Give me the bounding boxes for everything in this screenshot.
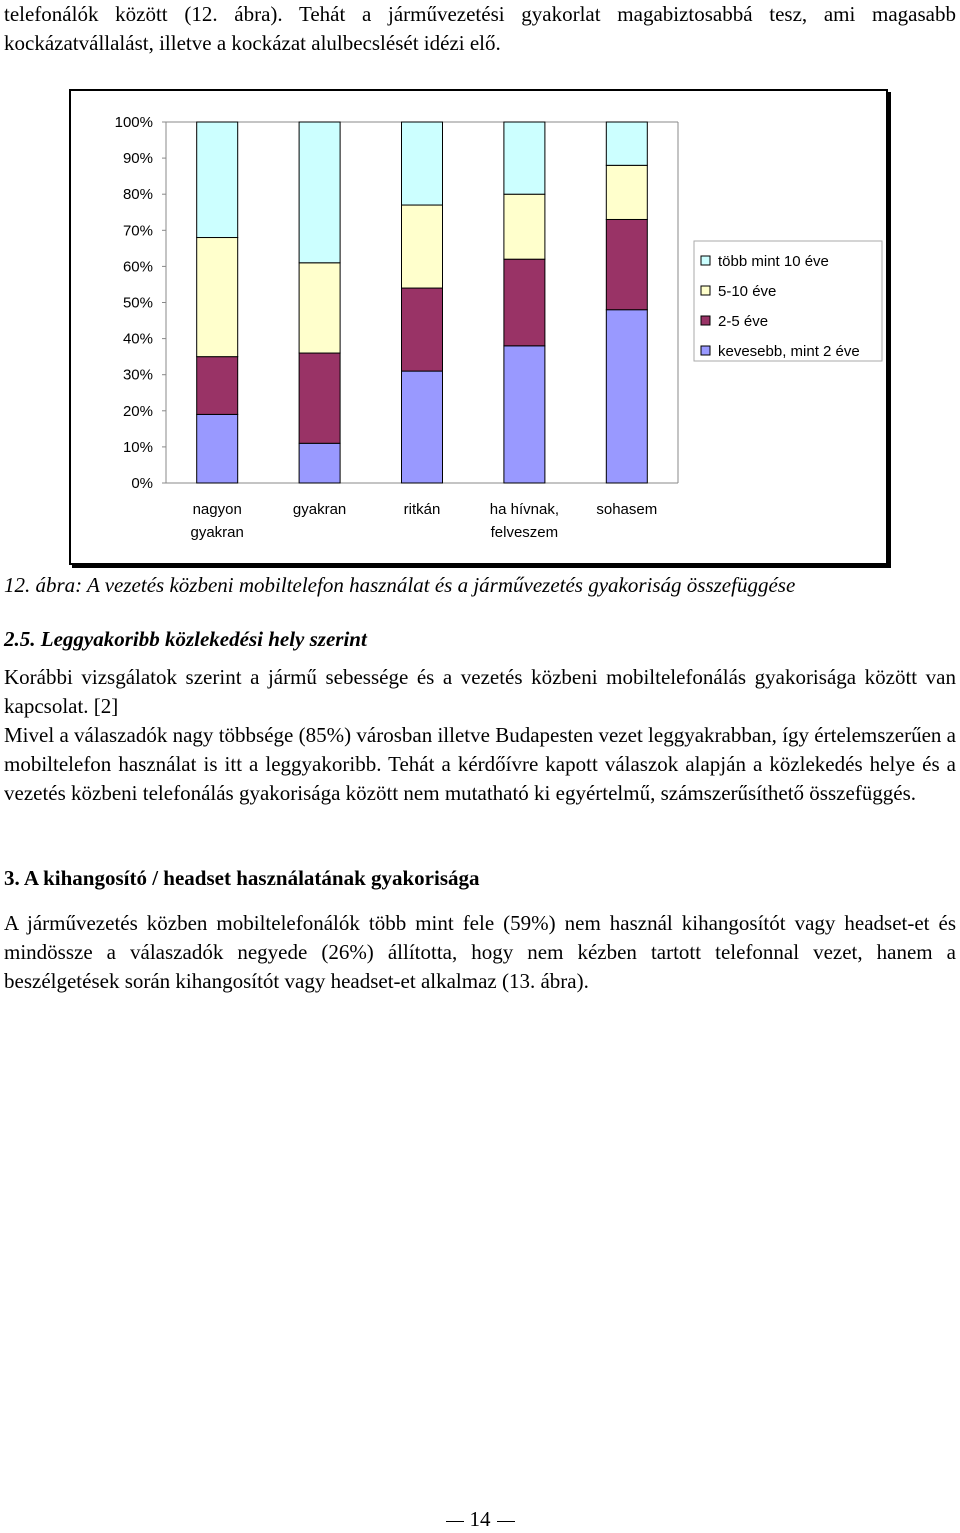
bar-segment [504,122,545,194]
y-tick-label: 0% [131,475,153,492]
section-2-5-paragraph-1: Korábbi vizsgálatok szerint a jármű sebessége és a vezetés közbeni mobiltelefonálás gyakorisága között van kapcsolat. [2] [4,665,956,718]
y-tick-label: 60% [122,258,153,276]
legend-swatch [701,286,710,295]
bar-segment [299,353,340,443]
bar-segment [504,346,545,483]
bar-segment [197,357,238,415]
x-category-label: sohasem [596,501,658,518]
bar-segment [402,371,443,483]
x-category-label: ha hívnak, [489,501,560,518]
bar-segment [299,443,340,483]
legend-label: kevesebb, mint 2 éve [718,343,860,360]
bar-segment [606,165,647,219]
bar-segment [299,122,340,263]
section-2-5-paragraph-2: Mivel a válaszadók nagy többsége (85%) városban illetve Budapesten vezet leggyakrabban, így értelemszerűen a mobiltelefon használat is itt a leggyakoribb. Tehát a kérdőívre kapott válaszok alapján a közlekedés helye és a vezetés közbeni telefonálás gyakorisága között nem mutatható ki egyértelmű, számszerűsíthető összefüggés. [4,723,956,805]
section-3-paragraph-1: A járművezetés közben mobiltelefonálók több mint fele (59%) nem használ kihangosítót vagy headset-et és mindössze a válaszadók negyede (26%) állította, hogy nem kézben tartott telefonnal vezet, hanem a beszélgetések során kihangosítót vagy headset-et alkalmaz (13. ábra). [4,911,956,993]
x-category-label: ritkán [403,501,441,518]
bar-segment [504,194,545,259]
bar-segment [606,219,647,309]
y-tick-label: 100% [114,114,153,131]
legend-swatch [701,256,710,265]
x-category-label: gyakran [292,501,347,518]
legend-label: 2-5 éve [718,313,769,330]
page-number-value: 14 [469,1507,491,1531]
intro-paragraph: telefonálók között (12. ábra). Tehát a járművezetési gyakorlat magabiztosabbá tesz, ami magasabb kockázatvállalást, illetve a kockázat alulbecslését idézi elő. [4,2,956,55]
x-category-label: nagyon [192,501,242,518]
legend-label: több mint 10 éve [718,253,829,270]
bar-segment [402,122,443,205]
bar-segment [197,122,238,238]
figure-caption: 12. ábra: A vezetés közbeni mobiltelefon használat és a járművezetés gyakoriság összefüggése [4,573,796,597]
bar-segment [299,263,340,353]
x-category-label: felveszem [490,524,559,541]
y-tick-label: 70% [122,222,153,240]
page-number [0,1507,960,1532]
legend-label: 5-10 éve [718,283,777,300]
legend-swatch [701,346,710,355]
y-tick-label: 80% [122,186,153,204]
page-number-dash-right [497,1521,515,1522]
page-number-dash-left [446,1521,464,1522]
bar-segment [197,414,238,483]
y-tick-label: 40% [122,330,153,348]
bar-segment [402,205,443,288]
bar-segment [606,310,647,483]
y-tick-label: 50% [122,294,153,312]
y-tick-label: 20% [122,402,153,420]
legend-swatch [701,316,710,325]
bar-segment [504,259,545,346]
bar-segment [606,122,647,165]
y-tick-label: 90% [122,150,153,168]
bar-segment [197,238,238,357]
stacked-bar-chart [71,91,886,563]
y-tick-label: 30% [122,366,153,384]
bar-segment [402,288,443,371]
y-tick-label: 10% [122,438,153,456]
chart-frame [69,89,888,565]
section-2-5-heading: 2.5. Leggyakoribb közlekedési hely szerint [4,627,367,651]
section-3-heading: 3. A kihangosító / headset használatának gyakorisága [4,866,480,890]
x-category-label: gyakran [190,524,244,541]
